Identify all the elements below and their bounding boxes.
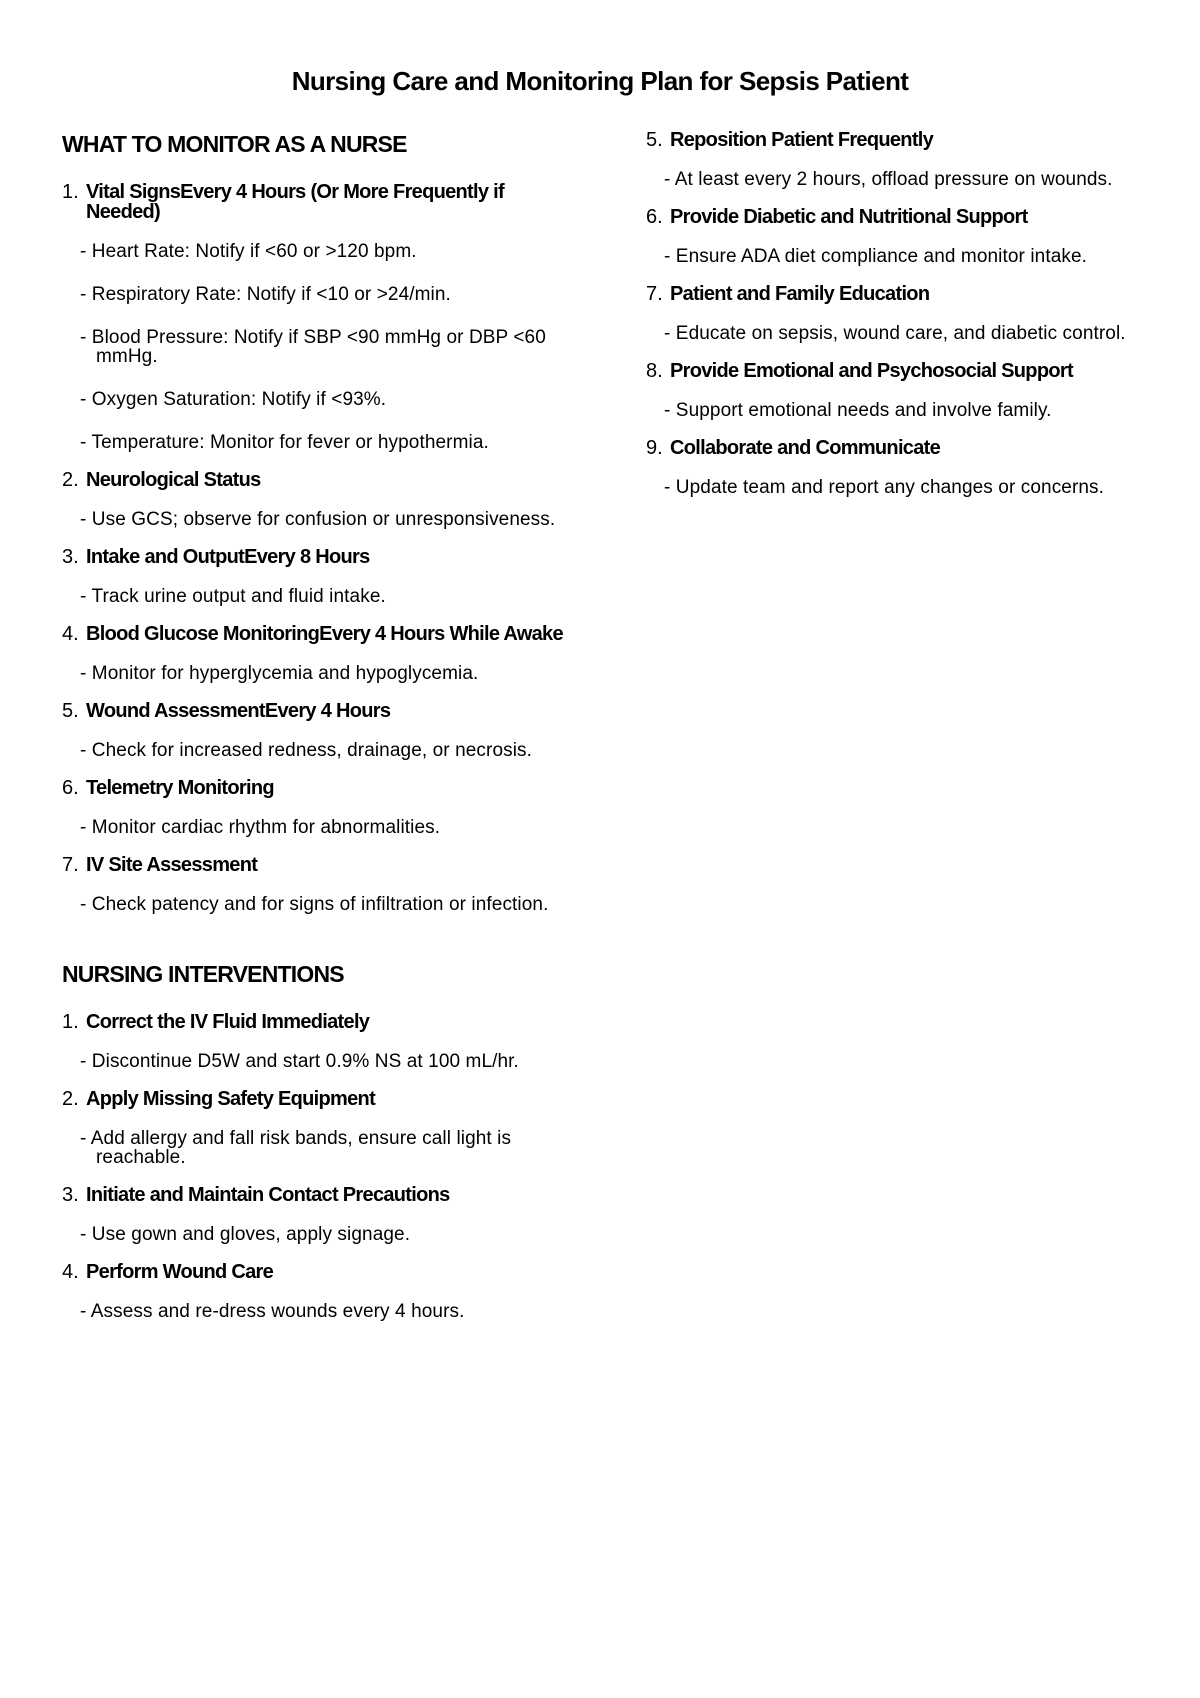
item-number: 7. <box>62 854 79 876</box>
item-text: - Heart Rate: Notify if <60 or >120 bpm. <box>80 241 417 262</box>
item-text: - Add allergy and fall risk bands, ensure call light is reachable. <box>80 1128 512 1168</box>
item-title: Blood Glucose MonitoringEvery 4 Hours While Awake <box>86 623 563 645</box>
item-title: Collaborate and Communicate <box>670 437 941 459</box>
item-title: Neurological Status <box>86 469 261 491</box>
item-number: 5. <box>62 700 79 722</box>
item-number: 1. <box>62 1011 79 1033</box>
item-number: 9. <box>646 437 663 459</box>
monitor-item-intake-output <box>62 547 582 606</box>
item-text: - Educate on sepsis, wound care, and diabetic control. <box>664 323 1126 344</box>
item-text: - At least every 2 hours, offload pressure on wounds. <box>664 169 1113 190</box>
item-number: 2. <box>62 469 79 491</box>
item-number: 5. <box>646 129 663 151</box>
item-title: Initiate and Maintain Contact Precautions <box>86 1184 450 1206</box>
monitor-item-neurological <box>62 470 582 529</box>
item-number: 6. <box>62 777 79 799</box>
intervention-item-safety-equipment <box>62 1089 582 1167</box>
item-text: - Check patency and for signs of infiltration or infection. <box>80 894 549 915</box>
item-number: 4. <box>62 623 79 645</box>
intervention-item-iv-fluid <box>62 1012 582 1071</box>
item-title: Correct the IV Fluid Immediately <box>86 1011 370 1033</box>
monitor-item-vital-signs <box>62 182 582 452</box>
intervention-item-diabetic-support <box>646 207 1166 266</box>
item-title: Provide Emotional and Psychosocial Support <box>670 360 1073 382</box>
item-number: 3. <box>62 546 79 568</box>
item-text: - Monitor cardiac rhythm for abnormalities. <box>80 817 441 838</box>
interventions-heading: NURSING INTERVENTIONS <box>62 961 344 987</box>
item-text: - Use gown and gloves, apply signage. <box>80 1224 411 1245</box>
item-title: Reposition Patient Frequently <box>670 129 934 151</box>
monitor-heading: WHAT TO MONITOR AS A NURSE <box>62 131 407 157</box>
left-column <box>62 130 582 1339</box>
monitor-item-blood-glucose <box>62 624 582 683</box>
item-title: Provide Diabetic and Nutritional Support <box>670 206 1028 228</box>
item-text: - Assess and re-dress wounds every 4 hours. <box>80 1301 465 1322</box>
item-text: - Blood Pressure: Notify if SBP <90 mmHg or DBP <60 mmHg. <box>80 327 546 367</box>
item-text: - Update team and report any changes or concerns. <box>664 477 1105 498</box>
intervention-item-wound-care <box>62 1262 582 1321</box>
intervention-item-collaborate <box>646 438 1166 497</box>
item-text: - Ensure ADA diet compliance and monitor intake. <box>664 246 1088 267</box>
item-number: 8. <box>646 360 663 382</box>
item-number: 4. <box>62 1261 79 1283</box>
item-title: Apply Missing Safety Equipment <box>86 1088 376 1110</box>
item-number: 6. <box>646 206 663 228</box>
item-number: 3. <box>62 1184 79 1206</box>
monitor-item-wound-assessment <box>62 701 582 760</box>
item-title: Vital SignsEvery 4 Hours (Or More Frequently if Needed) <box>86 181 504 223</box>
item-title: Intake and OutputEvery 8 Hours <box>86 546 370 568</box>
monitor-item-iv-site <box>62 855 582 914</box>
item-text: - Use GCS; observe for confusion or unresponsiveness. <box>80 509 556 530</box>
item-title: Patient and Family Education <box>670 283 930 305</box>
intervention-item-emotional-support <box>646 361 1166 420</box>
item-title: Perform Wound Care <box>86 1261 274 1283</box>
right-column <box>646 130 1166 515</box>
item-number: 2. <box>62 1088 79 1110</box>
item-number: 7. <box>646 283 663 305</box>
item-number: 1. <box>62 181 79 203</box>
item-text: - Temperature: Monitor for fever or hypothermia. <box>80 432 489 453</box>
item-text: - Check for increased redness, drainage, or necrosis. <box>80 740 533 761</box>
item-title: Wound AssessmentEvery 4 Hours <box>86 700 391 722</box>
item-text: - Respiratory Rate: Notify if <10 or >24/min. <box>80 284 451 305</box>
intervention-item-education <box>646 284 1166 343</box>
intervention-item-contact-precautions <box>62 1185 582 1244</box>
item-text: - Oxygen Saturation: Notify if <93%. <box>80 389 387 410</box>
item-text: - Support emotional needs and involve family. <box>664 400 1052 421</box>
monitor-item-telemetry <box>62 778 582 837</box>
item-title: Telemetry Monitoring <box>86 777 274 799</box>
intervention-item-reposition <box>646 130 1166 189</box>
item-text: - Track urine output and fluid intake. <box>80 586 386 607</box>
item-text: - Discontinue D5W and start 0.9% NS at 100 mL/hr. <box>80 1051 519 1072</box>
item-text: - Monitor for hyperglycemia and hypoglycemia. <box>80 663 479 684</box>
document-title: Nursing Care and Monitoring Plan for Sepsis Patient <box>291 66 909 96</box>
item-title: IV Site Assessment <box>86 854 258 876</box>
